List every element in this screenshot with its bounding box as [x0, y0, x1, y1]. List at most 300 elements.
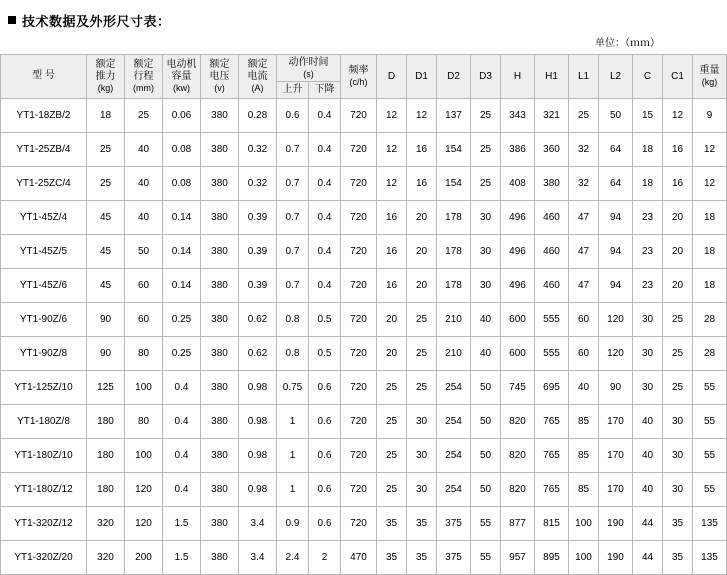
cell-D1: 20 — [407, 200, 437, 234]
cell-C1: 12 — [663, 98, 693, 132]
cell-H: 386 — [501, 132, 535, 166]
cell-model: YT1-25ZB/4 — [1, 132, 87, 166]
cell-D: 16 — [377, 234, 407, 268]
table-row — [1, 98, 727, 132]
cell-D1: 12 — [407, 98, 437, 132]
cell-down: 0.4 — [309, 132, 341, 166]
cell-freq: 470 — [341, 540, 377, 574]
cell-up: 0.8 — [277, 336, 309, 370]
cell-D3: 50 — [471, 438, 501, 472]
cell-up: 1 — [277, 404, 309, 438]
cell-H1: 555 — [535, 336, 569, 370]
cell-C1: 35 — [663, 506, 693, 540]
col-header-up: 上升 — [277, 82, 309, 99]
cell-volt: 380 — [201, 302, 239, 336]
cell-D: 20 — [377, 302, 407, 336]
cell-D1: 16 — [407, 132, 437, 166]
cell-thrust: 45 — [87, 234, 125, 268]
cell-weight: 55 — [693, 370, 727, 404]
cell-up: 0.75 — [277, 370, 309, 404]
col-header-weight: 重量 (kg) — [693, 55, 727, 99]
cell-C: 23 — [633, 234, 663, 268]
cell-volt: 380 — [201, 438, 239, 472]
cell-volt: 380 — [201, 336, 239, 370]
cell-model: YT1-45Z/6 — [1, 268, 87, 302]
cell-D3: 50 — [471, 472, 501, 506]
table-row — [1, 200, 727, 234]
cell-power: 0.4 — [163, 438, 201, 472]
cell-model: YT1-90Z/6 — [1, 302, 87, 336]
cell-H: 957 — [501, 540, 535, 574]
table-row — [1, 404, 727, 438]
cell-weight: 18 — [693, 200, 727, 234]
cell-up: 0.7 — [277, 200, 309, 234]
cell-D2: 375 — [437, 506, 471, 540]
cell-amp: 0.62 — [239, 302, 277, 336]
cell-model: YT1-45Z/5 — [1, 234, 87, 268]
cell-H: 496 — [501, 268, 535, 302]
cell-stroke: 80 — [125, 336, 163, 370]
cell-D1: 25 — [407, 302, 437, 336]
cell-volt: 380 — [201, 472, 239, 506]
table-row — [1, 506, 727, 540]
cell-D2: 178 — [437, 234, 471, 268]
cell-H: 496 — [501, 234, 535, 268]
cell-thrust: 180 — [87, 438, 125, 472]
cell-L2: 64 — [599, 132, 633, 166]
col-header-C: C — [633, 55, 663, 99]
cell-C1: 20 — [663, 268, 693, 302]
cell-L2: 120 — [599, 336, 633, 370]
cell-H: 600 — [501, 336, 535, 370]
cell-weight: 18 — [693, 234, 727, 268]
cell-H1: 460 — [535, 200, 569, 234]
cell-freq: 720 — [341, 200, 377, 234]
cell-D2: 178 — [437, 268, 471, 302]
cell-thrust: 90 — [87, 302, 125, 336]
cell-freq: 720 — [341, 234, 377, 268]
cell-C: 30 — [633, 370, 663, 404]
cell-D1: 25 — [407, 336, 437, 370]
cell-down: 0.6 — [309, 472, 341, 506]
cell-D3: 55 — [471, 506, 501, 540]
cell-L1: 100 — [569, 540, 599, 574]
cell-down: 0.4 — [309, 166, 341, 200]
col-header-frequency: 频率 (c/h) — [341, 55, 377, 99]
cell-stroke: 25 — [125, 98, 163, 132]
cell-freq: 720 — [341, 166, 377, 200]
col-header-H1: H1 — [535, 55, 569, 99]
cell-volt: 380 — [201, 166, 239, 200]
cell-D1: 20 — [407, 268, 437, 302]
cell-weight: 55 — [693, 472, 727, 506]
cell-D3: 25 — [471, 98, 501, 132]
cell-L1: 100 — [569, 506, 599, 540]
cell-amp: 0.39 — [239, 200, 277, 234]
cell-D1: 30 — [407, 438, 437, 472]
col-header-D: D — [377, 55, 407, 99]
cell-H: 745 — [501, 370, 535, 404]
cell-H1: 555 — [535, 302, 569, 336]
cell-H1: 695 — [535, 370, 569, 404]
cell-model: YT1-90Z/8 — [1, 336, 87, 370]
cell-H1: 460 — [535, 268, 569, 302]
col-header-action-time-group: 动作时间 (s) — [277, 55, 341, 82]
cell-D1: 30 — [407, 404, 437, 438]
cell-down: 2 — [309, 540, 341, 574]
cell-D: 25 — [377, 472, 407, 506]
cell-model: YT1-320Z/12 — [1, 506, 87, 540]
cell-D3: 50 — [471, 370, 501, 404]
cell-stroke: 60 — [125, 302, 163, 336]
cell-up: 0.7 — [277, 132, 309, 166]
cell-thrust: 18 — [87, 98, 125, 132]
cell-C1: 20 — [663, 200, 693, 234]
cell-L1: 32 — [569, 132, 599, 166]
cell-power: 0.25 — [163, 336, 201, 370]
cell-L1: 85 — [569, 438, 599, 472]
cell-L2: 170 — [599, 404, 633, 438]
cell-D: 16 — [377, 268, 407, 302]
cell-C: 18 — [633, 166, 663, 200]
cell-freq: 720 — [341, 336, 377, 370]
table-row — [1, 268, 727, 302]
table-row — [1, 166, 727, 200]
cell-H1: 460 — [535, 234, 569, 268]
cell-power: 0.14 — [163, 268, 201, 302]
cell-D3: 25 — [471, 166, 501, 200]
cell-H1: 360 — [535, 132, 569, 166]
col-header-model: 型 号 — [1, 55, 87, 99]
cell-H: 820 — [501, 404, 535, 438]
col-header-D3: D3 — [471, 55, 501, 99]
cell-weight: 12 — [693, 166, 727, 200]
cell-thrust: 45 — [87, 268, 125, 302]
cell-L1: 47 — [569, 234, 599, 268]
cell-D3: 30 — [471, 200, 501, 234]
cell-up: 1 — [277, 438, 309, 472]
cell-up: 2.4 — [277, 540, 309, 574]
table-body — [1, 98, 727, 574]
cell-L2: 170 — [599, 472, 633, 506]
cell-volt: 380 — [201, 404, 239, 438]
cell-C: 44 — [633, 506, 663, 540]
cell-stroke: 40 — [125, 166, 163, 200]
table-row — [1, 302, 727, 336]
cell-D2: 375 — [437, 540, 471, 574]
cell-power: 0.4 — [163, 370, 201, 404]
cell-H1: 815 — [535, 506, 569, 540]
cell-up: 0.7 — [277, 268, 309, 302]
cell-power: 0.14 — [163, 234, 201, 268]
col-header-thrust: 额定 推力 (kg) — [87, 55, 125, 99]
cell-D2: 254 — [437, 438, 471, 472]
cell-D1: 25 — [407, 370, 437, 404]
cell-L1: 60 — [569, 336, 599, 370]
cell-volt: 380 — [201, 268, 239, 302]
cell-freq: 720 — [341, 404, 377, 438]
cell-D: 12 — [377, 132, 407, 166]
cell-C1: 25 — [663, 302, 693, 336]
cell-L2: 170 — [599, 438, 633, 472]
cell-H1: 765 — [535, 404, 569, 438]
cell-amp: 0.98 — [239, 472, 277, 506]
cell-H: 600 — [501, 302, 535, 336]
cell-L1: 85 — [569, 472, 599, 506]
cell-H1: 895 — [535, 540, 569, 574]
cell-model: YT1-18ZB/2 — [1, 98, 87, 132]
cell-C: 18 — [633, 132, 663, 166]
cell-C1: 35 — [663, 540, 693, 574]
cell-up: 0.8 — [277, 302, 309, 336]
cell-D: 16 — [377, 200, 407, 234]
cell-power: 1.5 — [163, 540, 201, 574]
cell-weight: 55 — [693, 438, 727, 472]
cell-C1: 20 — [663, 234, 693, 268]
cell-H: 820 — [501, 472, 535, 506]
cell-down: 0.6 — [309, 370, 341, 404]
cell-freq: 720 — [341, 472, 377, 506]
col-header-D2: D2 — [437, 55, 471, 99]
cell-stroke: 40 — [125, 132, 163, 166]
cell-H: 343 — [501, 98, 535, 132]
bullet-square-icon — [8, 16, 16, 24]
cell-C: 40 — [633, 472, 663, 506]
cell-volt: 380 — [201, 132, 239, 166]
cell-C1: 25 — [663, 370, 693, 404]
cell-thrust: 125 — [87, 370, 125, 404]
cell-freq: 720 — [341, 98, 377, 132]
cell-D: 25 — [377, 370, 407, 404]
cell-model: YT1-45Z/4 — [1, 200, 87, 234]
cell-stroke: 200 — [125, 540, 163, 574]
cell-D3: 25 — [471, 132, 501, 166]
cell-L2: 90 — [599, 370, 633, 404]
cell-model: YT1-180Z/8 — [1, 404, 87, 438]
cell-D: 12 — [377, 98, 407, 132]
cell-stroke: 40 — [125, 200, 163, 234]
cell-thrust: 320 — [87, 506, 125, 540]
cell-D1: 35 — [407, 540, 437, 574]
cell-freq: 720 — [341, 438, 377, 472]
cell-stroke: 120 — [125, 472, 163, 506]
cell-down: 0.4 — [309, 268, 341, 302]
cell-L2: 50 — [599, 98, 633, 132]
cell-D3: 40 — [471, 336, 501, 370]
cell-L2: 64 — [599, 166, 633, 200]
cell-C1: 30 — [663, 438, 693, 472]
cell-D3: 50 — [471, 404, 501, 438]
header-row-top — [1, 55, 727, 82]
cell-D2: 154 — [437, 132, 471, 166]
table-head — [1, 55, 727, 99]
cell-volt: 380 — [201, 98, 239, 132]
cell-up: 0.7 — [277, 234, 309, 268]
cell-stroke: 100 — [125, 370, 163, 404]
cell-power: 0.4 — [163, 472, 201, 506]
cell-thrust: 180 — [87, 472, 125, 506]
cell-C1: 16 — [663, 132, 693, 166]
cell-L1: 25 — [569, 98, 599, 132]
cell-stroke: 100 — [125, 438, 163, 472]
cell-freq: 720 — [341, 132, 377, 166]
cell-power: 0.25 — [163, 302, 201, 336]
cell-volt: 380 — [201, 200, 239, 234]
cell-amp: 3.4 — [239, 506, 277, 540]
cell-H: 820 — [501, 438, 535, 472]
cell-amp: 0.39 — [239, 234, 277, 268]
cell-volt: 380 — [201, 370, 239, 404]
cell-C: 23 — [633, 200, 663, 234]
cell-D1: 35 — [407, 506, 437, 540]
cell-D1: 20 — [407, 234, 437, 268]
table-row — [1, 370, 727, 404]
page-title: 技术数据及外形尺寸表： — [22, 13, 171, 29]
col-header-L2: L2 — [599, 55, 633, 99]
cell-freq: 720 — [341, 370, 377, 404]
cell-up: 0.6 — [277, 98, 309, 132]
cell-D3: 40 — [471, 302, 501, 336]
cell-down: 0.5 — [309, 336, 341, 370]
cell-D: 35 — [377, 506, 407, 540]
page-title-row — [0, 0, 670, 36]
cell-weight: 12 — [693, 132, 727, 166]
cell-power: 0.08 — [163, 166, 201, 200]
col-header-current: 额定 电流 (A) — [239, 55, 277, 99]
cell-weight: 55 — [693, 404, 727, 438]
cell-D2: 210 — [437, 302, 471, 336]
cell-stroke: 120 — [125, 506, 163, 540]
cell-thrust: 25 — [87, 166, 125, 200]
cell-amp: 0.62 — [239, 336, 277, 370]
cell-C: 30 — [633, 302, 663, 336]
cell-volt: 380 — [201, 234, 239, 268]
cell-H1: 380 — [535, 166, 569, 200]
cell-thrust: 25 — [87, 132, 125, 166]
cell-amp: 3.4 — [239, 540, 277, 574]
cell-D1: 30 — [407, 472, 437, 506]
cell-D: 20 — [377, 336, 407, 370]
cell-amp: 0.39 — [239, 268, 277, 302]
cell-amp: 0.98 — [239, 438, 277, 472]
cell-amp: 0.98 — [239, 404, 277, 438]
table-row — [1, 336, 727, 370]
cell-L2: 94 — [599, 200, 633, 234]
cell-power: 0.08 — [163, 132, 201, 166]
cell-stroke: 80 — [125, 404, 163, 438]
cell-D2: 210 — [437, 336, 471, 370]
cell-up: 0.7 — [277, 166, 309, 200]
cell-weight: 28 — [693, 302, 727, 336]
cell-D3: 30 — [471, 268, 501, 302]
cell-weight: 9 — [693, 98, 727, 132]
cell-power: 1.5 — [163, 506, 201, 540]
col-header-stroke: 额定 行程 (mm) — [125, 55, 163, 99]
cell-down: 0.4 — [309, 200, 341, 234]
cell-D: 25 — [377, 438, 407, 472]
cell-weight: 18 — [693, 268, 727, 302]
cell-down: 0.5 — [309, 302, 341, 336]
cell-D: 25 — [377, 404, 407, 438]
cell-down: 0.6 — [309, 404, 341, 438]
cell-weight: 28 — [693, 336, 727, 370]
cell-amp: 0.28 — [239, 98, 277, 132]
cell-C1: 30 — [663, 404, 693, 438]
cell-C1: 16 — [663, 166, 693, 200]
cell-L2: 190 — [599, 540, 633, 574]
cell-L1: 85 — [569, 404, 599, 438]
col-header-D1: D1 — [407, 55, 437, 99]
cell-model: YT1-320Z/20 — [1, 540, 87, 574]
cell-freq: 720 — [341, 506, 377, 540]
cell-freq: 720 — [341, 302, 377, 336]
cell-amp: 0.32 — [239, 132, 277, 166]
cell-up: 1 — [277, 472, 309, 506]
cell-power: 0.06 — [163, 98, 201, 132]
cell-C: 40 — [633, 438, 663, 472]
cell-H: 877 — [501, 506, 535, 540]
cell-L2: 190 — [599, 506, 633, 540]
cell-model: YT1-180Z/10 — [1, 438, 87, 472]
cell-power: 0.4 — [163, 404, 201, 438]
table-row — [1, 472, 727, 506]
cell-model: YT1-125Z/10 — [1, 370, 87, 404]
cell-D2: 254 — [437, 370, 471, 404]
cell-down: 0.6 — [309, 506, 341, 540]
cell-C: 44 — [633, 540, 663, 574]
cell-H1: 321 — [535, 98, 569, 132]
cell-L2: 94 — [599, 234, 633, 268]
cell-D2: 254 — [437, 404, 471, 438]
cell-thrust: 90 — [87, 336, 125, 370]
cell-D2: 137 — [437, 98, 471, 132]
cell-C: 40 — [633, 404, 663, 438]
cell-D: 35 — [377, 540, 407, 574]
cell-thrust: 180 — [87, 404, 125, 438]
cell-D3: 55 — [471, 540, 501, 574]
cell-D2: 154 — [437, 166, 471, 200]
cell-volt: 380 — [201, 506, 239, 540]
cell-D: 12 — [377, 166, 407, 200]
cell-L1: 47 — [569, 268, 599, 302]
cell-H1: 765 — [535, 438, 569, 472]
cell-stroke: 50 — [125, 234, 163, 268]
col-header-L1: L1 — [569, 55, 599, 99]
cell-L1: 60 — [569, 302, 599, 336]
cell-down: 0.4 — [309, 98, 341, 132]
cell-D3: 30 — [471, 234, 501, 268]
cell-L1: 47 — [569, 200, 599, 234]
cell-C: 23 — [633, 268, 663, 302]
cell-model: YT1-180Z/12 — [1, 472, 87, 506]
cell-H: 496 — [501, 200, 535, 234]
cell-D1: 16 — [407, 166, 437, 200]
cell-L2: 120 — [599, 302, 633, 336]
cell-D2: 178 — [437, 200, 471, 234]
cell-amp: 0.98 — [239, 370, 277, 404]
cell-L1: 32 — [569, 166, 599, 200]
cell-C1: 30 — [663, 472, 693, 506]
cell-thrust: 45 — [87, 200, 125, 234]
col-header-H: H — [501, 55, 535, 99]
table-row — [1, 234, 727, 268]
cell-weight: 135 — [693, 540, 727, 574]
cell-power: 0.14 — [163, 200, 201, 234]
cell-C1: 25 — [663, 336, 693, 370]
cell-stroke: 60 — [125, 268, 163, 302]
table-row — [1, 438, 727, 472]
cell-model: YT1-25ZC/4 — [1, 166, 87, 200]
